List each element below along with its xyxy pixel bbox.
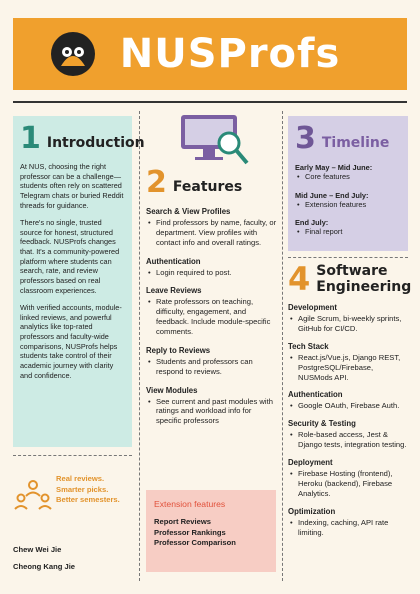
- timeline-panel: [288, 116, 408, 251]
- title-banner: [13, 18, 407, 90]
- feature-heading: Reply to Reviews: [146, 345, 211, 355]
- owl-logo-icon: [51, 32, 95, 76]
- feature-heading: Authentication: [146, 256, 201, 266]
- section-title: Features: [172, 179, 243, 195]
- se-heading: Security & Testing: [288, 419, 356, 429]
- se-item: • Indexing, caching, API rate limiting.: [288, 518, 408, 538]
- extension-item: Report Reviews: [154, 517, 211, 526]
- se-item: • Firebase Hosting (frontend), Heroku (backend), Firebase Analytics.: [288, 469, 408, 499]
- intro-paragraph: With verified accounts, module-linked reviews, and powerful analytics like top-rated professors and faculty-wide comparisons, NUSProfs helps students take control of their academic journey with clarity and confidence.: [20, 303, 122, 380]
- extension-features-panel: [146, 490, 276, 572]
- timeline-item: • Final report: [295, 227, 401, 237]
- column-divider-right: [282, 111, 283, 581]
- section-number: 1: [20, 121, 41, 156]
- feature-heading: Search & View Profiles: [146, 207, 231, 216]
- section-number: 2: [146, 165, 167, 200]
- timeline-phase: Mid June – End July:: [295, 190, 369, 200]
- intro-paragraph: At NUS, choosing the right professor can be a challenge—students often rely on scattered Telegram chats or buried Reddit threads for guidance.: [20, 162, 124, 210]
- se-item: • Role-based access, Jest & Django tests, integration testing.: [288, 430, 408, 450]
- section-title: Timeline: [321, 135, 390, 151]
- feature-item: • See current and past modules with ratings and workload info for specific professors: [146, 397, 278, 427]
- people-network-icon: [14, 476, 52, 517]
- monitor-magnifier-icon: [179, 113, 251, 174]
- introduction-panel: [13, 116, 145, 447]
- se-item: • Google OAuth, Firebase Auth.: [288, 401, 408, 411]
- software-engineering-section: [288, 260, 412, 537]
- feature-item: • Login required to post.: [146, 268, 278, 278]
- timeline-phase: End July:: [295, 218, 329, 228]
- timeline-phase: Early May – Mid June:: [295, 163, 373, 172]
- tagline-line: Smarter picks.: [56, 484, 109, 494]
- feature-heading: Leave Reviews: [146, 286, 202, 296]
- author-name: Chew Wei Jie: [13, 545, 62, 554]
- section-title: Software: [316, 263, 388, 279]
- top-rule: [13, 101, 407, 103]
- extension-item: Professor Comparison: [154, 538, 236, 548]
- section-number: 4: [288, 260, 311, 299]
- se-heading: Development: [288, 303, 337, 313]
- se-heading: Optimization: [288, 506, 336, 516]
- feature-item: • Find professors by name, faculty, or department. View profiles with contact info and overall ratings.: [146, 218, 278, 248]
- se-item: • Agile Scrum, bi-weekly sprints, GitHub for CI/CD.: [288, 314, 408, 334]
- feature-heading: View Modules: [146, 385, 198, 395]
- se-item: • React.js/Vue.js, Django REST, PostgreSQL/Firebase, NUSMods API.: [288, 353, 408, 383]
- column-divider-left: [139, 111, 140, 581]
- extension-item: Professor Rankings: [154, 527, 226, 537]
- intro-paragraph: There's no single, trusted source for honest, structured feedback. NUSProfs changes that. It's a community-powered platform where students can search, rate, and review professors based on real classroom experiences.: [20, 218, 120, 295]
- tagline: [56, 474, 120, 506]
- section-title: Engineering: [316, 279, 412, 296]
- feature-item: • Students and professors can respond to reviews.: [146, 357, 278, 377]
- tagline-line: Better semesters.: [56, 495, 120, 505]
- timeline-item: • Core features: [295, 172, 401, 182]
- tagline-line: Real reviews.: [56, 474, 105, 483]
- section-number: 3: [295, 121, 316, 156]
- extension-title: Extension features: [154, 499, 226, 509]
- page-title: NUSProfs: [119, 31, 341, 77]
- intro-divider: [13, 455, 132, 456]
- feature-item: • Rate professors on teaching, difficulty, engagement, and feedback. Include module-specific comments.: [146, 297, 278, 336]
- se-heading: Tech Stack: [288, 341, 329, 351]
- features-section: [146, 165, 278, 426]
- author-name: Cheong Kang Jie: [13, 562, 76, 571]
- timeline-item: • Extension features: [295, 200, 401, 210]
- se-heading: Authentication: [288, 390, 343, 400]
- section-title: Introduction: [46, 135, 145, 151]
- se-heading: Deployment: [288, 458, 333, 468]
- timeline-divider: [288, 257, 408, 258]
